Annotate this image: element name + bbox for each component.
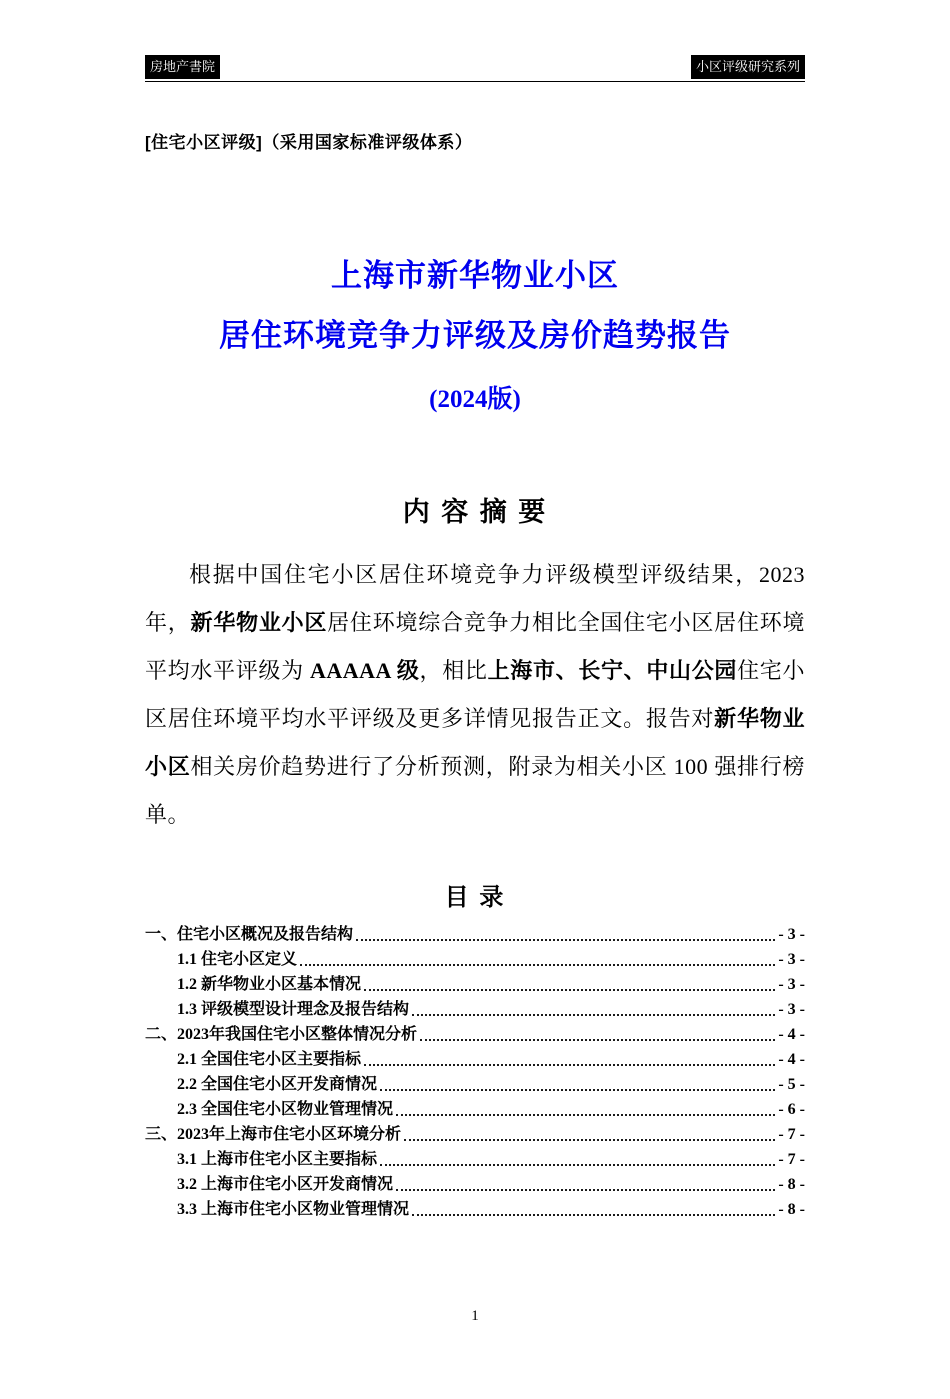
- toc-dot-leader: [356, 939, 775, 941]
- toc-list: [145, 922, 805, 1222]
- toc-entry[interactable]: [145, 947, 805, 972]
- toc-dot-leader: [380, 1164, 775, 1166]
- page-number-footer: 1: [471, 1308, 479, 1324]
- report-title-line1: 上海市新华物业小区: [331, 258, 619, 293]
- toc-dot-leader: [300, 964, 775, 966]
- toc-entry-label: 3.2 上海市住宅小区开发商情况: [177, 1176, 394, 1193]
- toc-entry[interactable]: [145, 1022, 805, 1047]
- toc-entry[interactable]: [145, 997, 805, 1022]
- summary-text: 居住环境综合竞争力相比全国住宅小区居住环境平均水平评级为: [145, 610, 805, 683]
- summary-text: ，相比: [419, 658, 488, 683]
- summary-text: 根据中国住宅小区居住环境竞争力评级模型评级结果，2023 年，: [145, 562, 805, 635]
- toc-entry[interactable]: [145, 1147, 805, 1172]
- toc-entry-page: - 7 -: [778, 1126, 805, 1143]
- toc-dot-leader: [404, 1139, 775, 1141]
- toc-entry-label: 3.3 上海市住宅小区物业管理情况: [177, 1201, 410, 1218]
- toc-entry-page: - 5 -: [778, 1076, 805, 1093]
- toc-entry-label: 一、住宅小区概况及报告结构: [145, 926, 354, 943]
- toc-dot-leader: [412, 1014, 775, 1016]
- toc-dot-leader: [396, 1189, 775, 1191]
- toc-dot-leader: [412, 1214, 775, 1216]
- toc-entry-page: - 7 -: [778, 1151, 805, 1168]
- toc-dot-leader: [364, 1064, 775, 1066]
- toc-entry-page: - 3 -: [778, 951, 805, 968]
- report-title-edition: (2024版): [429, 386, 521, 413]
- toc-entry-label: 2.2 全国住宅小区开发商情况: [177, 1076, 378, 1093]
- toc-entry[interactable]: [145, 972, 805, 997]
- toc-entry[interactable]: [145, 1122, 805, 1147]
- toc-entry[interactable]: [145, 1047, 805, 1072]
- toc-entry-page: - 8 -: [778, 1201, 805, 1218]
- toc-entry[interactable]: [145, 1197, 805, 1222]
- toc-entry-label: 二、2023年我国住宅小区整体情况分析: [145, 1026, 418, 1043]
- rating-line: [住宅小区评级]（采用国家标准评级体系）: [145, 133, 473, 152]
- summary-heading: 内 容 摘 要: [402, 497, 548, 527]
- toc-entry-label: 1.1 住宅小区定义: [177, 951, 298, 968]
- toc-entry-page: - 3 -: [778, 1001, 805, 1018]
- report-title: [145, 246, 805, 420]
- toc-entry[interactable]: [145, 1172, 805, 1197]
- header-left-badge: 房地产書院: [145, 55, 220, 79]
- summary-text: 住宅小区居住环境平均水平评级及更多详情见报告正文。报告对: [145, 658, 805, 731]
- summary-text-bold: 新华物业小区: [190, 610, 328, 635]
- toc-entry-label: 2.3 全国住宅小区物业管理情况: [177, 1101, 394, 1118]
- toc-entry[interactable]: [145, 1097, 805, 1122]
- toc-entry-label: 三、2023年上海市住宅小区环境分析: [145, 1126, 402, 1143]
- toc-entry-page: - 4 -: [778, 1026, 805, 1043]
- toc-dot-leader: [420, 1039, 775, 1041]
- header-right-badge: 小区评级研究系列: [691, 55, 805, 79]
- summary-text-bold: 新华物业小区: [145, 706, 805, 779]
- toc-dot-leader: [396, 1114, 775, 1116]
- toc-dot-leader: [380, 1089, 775, 1091]
- toc-heading: 目 录: [444, 884, 506, 911]
- toc-entry[interactable]: [145, 1072, 805, 1097]
- report-title-line2: 居住环境竞争力评级及房价趋势报告: [219, 318, 731, 353]
- toc-entry-label: 1.2 新华物业小区基本情况: [177, 976, 362, 993]
- toc-entry-label: 3.1 上海市住宅小区主要指标: [177, 1151, 378, 1168]
- summary-text: 相关房价趋势进行了分析预测，附录为相关小区 100 强排行榜单。: [145, 754, 805, 827]
- toc-entry-label: 1.3 评级模型设计理念及报告结构: [177, 1001, 410, 1018]
- toc-entry-page: - 3 -: [778, 976, 805, 993]
- toc-entry-page: - 8 -: [778, 1176, 805, 1193]
- toc-entry-page: - 3 -: [778, 926, 805, 943]
- toc-entry-label: 2.1 全国住宅小区主要指标: [177, 1051, 362, 1068]
- toc-entry-page: - 4 -: [778, 1051, 805, 1068]
- summary-text-bold: 上海市、长宁、中山公园: [487, 658, 738, 683]
- document-page: [0, 55, 950, 1399]
- summary-paragraph: [145, 551, 805, 839]
- summary-text-bold: AAAAA 级: [309, 658, 420, 683]
- toc-entry[interactable]: [145, 922, 805, 947]
- toc-dot-leader: [364, 989, 775, 991]
- toc-entry-page: - 6 -: [778, 1101, 805, 1118]
- page-header: [145, 55, 805, 82]
